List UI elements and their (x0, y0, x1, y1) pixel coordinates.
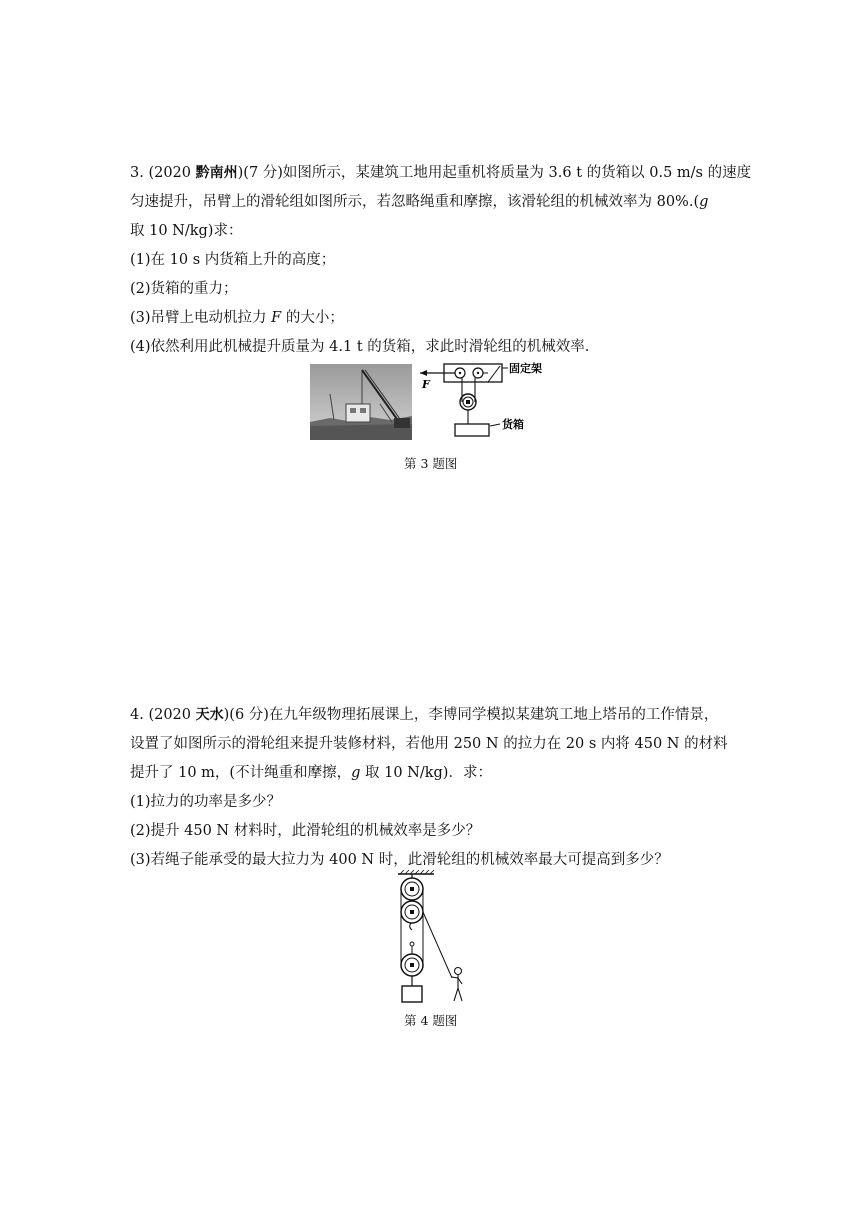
q4-line-3: 提升了 10 m，(不计绳重和摩擦，g 取 10 N/kg)．求： (130, 765, 492, 781)
q4-source: 天水 (195, 707, 224, 723)
q4-line-1: 4. (2020 天水)(6 分)在九年级物理拓展课上，李博同学模拟某建筑工地上塔吊的工作情景， (130, 707, 719, 723)
q3-line-2: 匀速提升，吊臂上的滑轮组如图所示，若忽略绳重和摩擦，该滑轮组的机械效率为 80%.(g (130, 194, 709, 210)
force-label: F (422, 378, 430, 391)
q3-source: 黔南州 (195, 165, 238, 181)
cargo-label: 货箱 (502, 418, 524, 431)
q4-sub-1: (1)拉力的功率是多少？ (130, 794, 282, 810)
q4-caption: 第 4 题图 (404, 1013, 458, 1028)
q3-sub-1: (1)在 10 s 内货箱上升的高度； (130, 252, 336, 268)
q3-line-1: 3. (2020 黔南州)(7 分)如图所示，某建筑工地用起重机将质量为 3.6 t 的货箱以 0.5 m/s 的速度 (130, 165, 752, 181)
q3-sub-2: (2)货箱的重力； (130, 281, 238, 297)
fixed-frame-label: 固定架 (509, 362, 542, 375)
q3-line-3: 取 10 N/kg)求： (130, 223, 243, 239)
crane-photo (310, 364, 412, 440)
force-arrow-icon (420, 370, 427, 376)
q4-line-2: 设置了如图所示的滑轮组来提升装修材料，若他用 250 N 的拉力在 20 s 内将 450 N 的材料 (130, 736, 728, 752)
q4-pulley-diagram (390, 870, 470, 1005)
q4-sub-2: (2)提升 450 N 材料时，此滑轮组的机械效率是多少？ (130, 823, 481, 839)
q3-sub-4: (4)依然利用此机械提升质量为 4.1 t 的货箱，求此时滑轮组的机械效率. (130, 339, 590, 355)
person-figure (452, 968, 462, 1002)
q3-pulley-diagram (416, 362, 556, 440)
q4-sub-3: (3)若绳子能承受的最大拉力为 400 N 时，此滑轮组的机械效率最大可提高到多少？ (130, 852, 669, 868)
q3-caption: 第 3 题图 (404, 456, 458, 471)
q3-sub-3: (3)吊臂上电动机拉力 F 的大小； (130, 310, 344, 326)
cargo-box (455, 424, 489, 436)
material-box (402, 986, 422, 1002)
